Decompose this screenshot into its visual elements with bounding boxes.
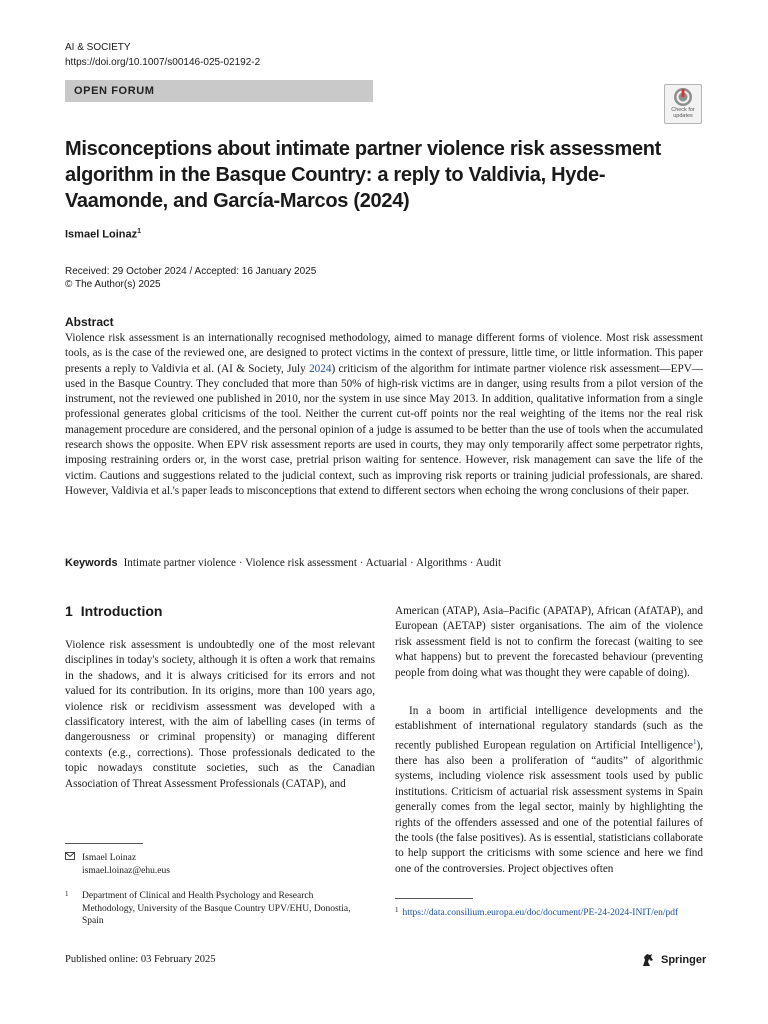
author-affil-mark: 1	[137, 228, 142, 235]
citation-link[interactable]: 2024	[309, 362, 332, 375]
check-for-label-2: updates	[673, 113, 693, 119]
correspondence-email[interactable]: ismael.loinaz@ehu.eus	[82, 866, 170, 876]
intro-paragraph-right-1: American (ATAP), Asia–Pacific (APATAP), African (AfATAP), and European (AETAP) sister organisations. The aim of the violence risk assessment field is not to confirm the forecast (waiting to see what happens) but to prevent the forecasted behaviour (preventing people from doing what was thought they were capable of doing).	[395, 605, 703, 679]
article-dates	[65, 265, 316, 291]
affiliation	[65, 890, 352, 928]
correspondence	[65, 852, 170, 878]
check-for-updates-icon	[673, 87, 693, 107]
footnote-mark: 1	[395, 906, 399, 914]
footnote-divider-right	[395, 898, 473, 899]
journal-name: AI & SOCIETY	[65, 42, 131, 53]
abstract-heading: Abstract	[65, 315, 114, 329]
section-number: 1	[65, 603, 73, 619]
footnote-ref[interactable]: 1	[692, 737, 697, 746]
published-online: Published online: 03 February 2025	[65, 954, 216, 965]
intro-p2-before: In a boom in artificial intelligence developments and the establishment of international regulatory standards (such as the recently published European regulation on Artificial Intelligence	[395, 705, 703, 752]
keywords-list: Intimate partner violence · Violence risk assessment · Actuarial · Algorithms · Audit	[123, 557, 502, 569]
publisher-name: Springer	[661, 954, 707, 966]
section-title: Introduction	[80, 603, 163, 619]
springer-horse-icon	[640, 952, 656, 968]
envelope-icon	[65, 852, 77, 865]
author-name: Ismael Loinaz	[65, 228, 138, 241]
article-title: Misconceptions about intimate partner violence risk assessment algorithm in the Basque Country: a reply to Valdivia, Hyde-Vaamonde, and García-Marcos (2024)	[65, 138, 662, 212]
affiliation-text: Department of Clinical and Health Psychology and Research Methodology, University of the Basque Country UPV/EHU, Donostia, Spain	[82, 891, 351, 927]
intro-paragraph-left: Violence risk assessment is undoubtedly one of the most relevant disciplines in today's society, although it is often a work that remains in the shadows, and it is always criticised for its errors and not valued for its contribution. In its origins, more than 100 years ago, violence risk or recidivism assessment was developed with a classificatory interest, with the aim of labelling cases (in terms of dangerousness or criminal propensity) or managing different contexts (e.g., corrections). Those professionals dedicated to the topic nowadays constitute societies, such as the Canadian Association of Threat Assessment Professionals (CATAP), and	[65, 639, 375, 790]
abstract-part-2: ) criticism of the algorithm for intimate partner violence risk assessment—EPV—used in the Basque Country. They concluded that more than 50% of high-risk victims are in danger, using results from a pilot version of the instrument, not the reviewed one published in 2010, nor the system in use since May 2013. In addition, qualitative information from a single professional generates global criticisms of the tool. Neither the current cut-off points nor the real weighting of the items nor the real risk management procedure are considered, and the personal opinion of a judge is assumed to be better than the use of tools when the accumulated research shows the opposite. When EPV risk assessment reports are used in courts, they may only temporarily affect some perpetrator rights, imposing restraining orders or, in the worst case, pretrial prison waiting for sentence. However, risk management can save the life of the victim. Cautions and suggestions related to the judicial context, such as improving risk reports or training judicial professionals, are shared. However, Valdivia et al.'s paper leads to misconceptions that extend to different sectors when echoing the wrong conclusions of their paper.	[65, 362, 703, 497]
section-heading-introduction	[65, 603, 162, 619]
correspondence-name: Ismael Loinaz	[82, 853, 137, 863]
footnote-url[interactable]: https://data.consilium.europa.eu/doc/document/PE-24-2024-INIT/en/pdf	[402, 908, 679, 918]
abstract-text	[65, 331, 703, 499]
received-accepted: Received: 29 October 2024 / Accepted: 16 January 2025	[65, 266, 317, 277]
intro-paragraph-right-2	[395, 704, 703, 877]
intro-p2-after: ), there has also been a proliferation of “audits” of algorithmic systems, including violence risk assessment tools used by public institutions. Criticism of actuarial risk assessment systems in Spain generally comes from the legal sector, mainly by highlighting the rights of the offenders assessed and one of the potential failures of the tools (the false positives). As is essential, statisticians collaborate to help support the criticisms with some science and here we find one of the controversies. Project objectives often	[395, 739, 703, 875]
copyright: © The Author(s) 2025	[65, 279, 161, 290]
keywords	[65, 556, 501, 571]
publisher-logo[interactable]	[640, 952, 706, 968]
section-label: OPEN FORUM	[65, 80, 373, 102]
author	[65, 228, 141, 241]
check-for-label-1: Check for	[671, 107, 695, 113]
check-for-updates-badge[interactable]	[664, 84, 702, 124]
affiliation-mark: 1	[65, 890, 69, 898]
abstract-part-1: Violence risk assessment is an internationally recognised methodology, aimed to manage different forms of violence. Most risk assessment tools, as is the case of the reviewed one, are designed to protect victims in the context of pressure, little time, or little information. This paper presents a reply to Valdivia et al. (AI & Society, July	[65, 332, 703, 375]
doi-link[interactable]: https://doi.org/10.1007/s00146-025-02192-2	[65, 57, 261, 68]
keywords-label: Keywords	[65, 557, 118, 569]
footnote-divider-left	[65, 843, 143, 844]
footnote	[395, 904, 703, 920]
journal-info	[65, 40, 260, 70]
